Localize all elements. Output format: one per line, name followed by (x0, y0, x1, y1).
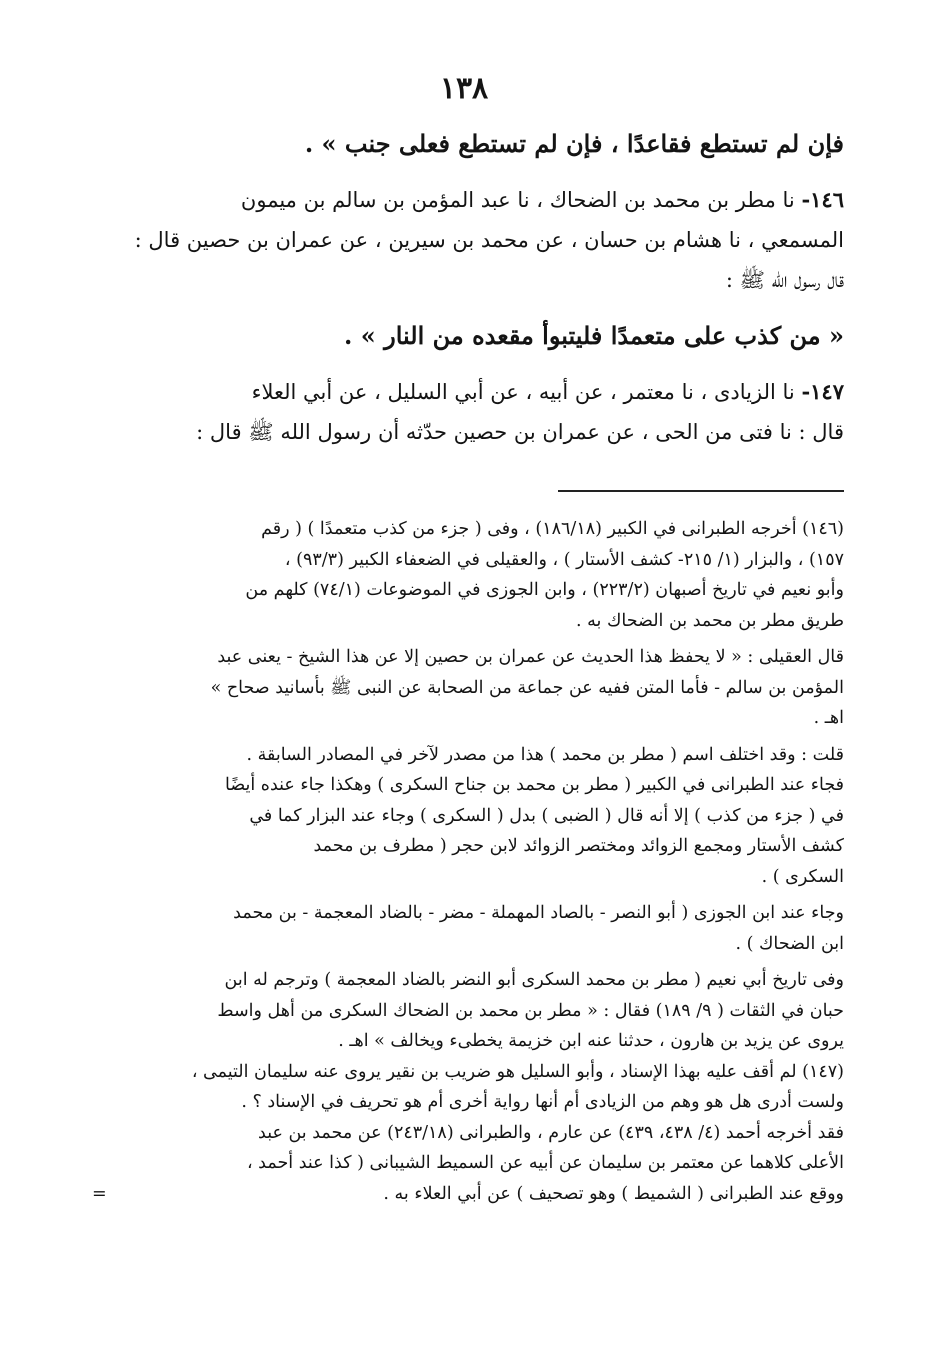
uqayli-quote-line: اهـ . (813, 708, 844, 728)
main-text (92, 122, 844, 452)
footnote-146-line: طريق مطر بن محمد بن الضحاك به . (576, 610, 844, 631)
uqayli-quote-line: المؤمن بن سالم - فأما المتن ففيه عن جماعة من الصحابة عن النبى ﷺ بأسانيد صحاح » (210, 677, 844, 698)
footnote-147-last-text: ووقع عند الطبرانى ( الشميط ) وهو تصحيف ) عن أبي العلاء به . (383, 1183, 844, 1204)
continuation-mark: = (92, 1183, 107, 1204)
hadith-146-line-1 (92, 180, 844, 220)
hadith-147-number: ١٤٧- (801, 379, 844, 404)
footnotes (92, 514, 844, 1209)
page-number: ١٣٨ (439, 71, 489, 106)
hadith-146-line-3: قال رسول الله ﷺ : (725, 268, 844, 292)
footnote-146-line: ١٥٧) ، والبزار (١/ ٢١٥- كشف الأستار ) ، والعقيلى في الضعفاء الكبير (٩٣/٣) ، (284, 549, 844, 570)
nuaym-note-line: حبان في الثقات ( ٩/ ١٨٩) فقال : « مطر بن محمد بن الضحاك السكرى من أهل واسط (217, 1000, 844, 1021)
footnote-147-line: فقد أخرجه أحمد (٤/ ٤٣٨، ٤٣٩) عن عارم ، والطبرانى (٢٤٣/١٨) عن محمد بن عبد (258, 1122, 844, 1143)
hadith-146-text: « من كذب على متعمدًا فليتبوأ مقعده من النار » . (344, 321, 844, 350)
footnote-146-line: وأبو نعيم في تاريخ أصبهان (٢٢٣/٢) ، وابن الجوزى في الموضوعات (٧٤/١) كلهم من (245, 580, 844, 600)
nuaym-note-line: وفى تاريخ أبي نعيم ( مطر بن محمد السكرى أبو النضر بالضاد المعجمة ) وترجم له ابن (224, 970, 844, 990)
footnote-147-line: ولست أدرى هل هو وهم من الزيادى أم أنها رواية أخرى أم هو تحريف في الإسناد ؟ . (241, 1092, 844, 1112)
editor-note-line: السكرى ) . (761, 866, 844, 887)
editor-note-line: كشف الأستار ومجمع الزوائد ومختصر الزوائد لابن حجر ( مطرف بن محمد (313, 836, 844, 856)
jawzi-note-line: ابن الضحاك ) . (735, 933, 844, 954)
footnote-146-line: (١٤٦) أخرجه الطبرانى في الكبير (١٨٦/١٨) ، وفى ( جزء من كذب متعمدًا ) ( رقم (261, 519, 844, 539)
footnote-147-line: (١٤٧) لم أقف عليه بهذا الإسناد ، وأبو السليل هو ضريب بن نقير يروى عنه سليمان التيمى ، (191, 1061, 844, 1082)
hadith-147-line-1 (92, 372, 844, 412)
hadith-146-isnad-1: نا مطر بن محمد بن الضحاك ، نا عبد المؤمن بن سالم بن ميمون (240, 188, 795, 212)
jawzi-note-line: وجاء عند ابن الجوزى ( أبو النصر - بالصاد المهملة - مضر - بالضاد المعجمة - بن محمد (233, 903, 844, 923)
uqayli-quote-line: قال العقيلى : « لا يحفظ هذا الحديث عن عمران بن حصين إلا عن هذا الشيخ - يعنى عبد (217, 647, 844, 667)
footnote-147-line: الأعلى كلاهما عن معتمر بن سليمان عن أبيه عن السميط الشيبانى ( كذا عند أحمد ، (246, 1153, 844, 1173)
editor-note-line: فجاء عند الطبرانى في الكبير ( مطر بن محمد بن جناح السكرى ) وهكذا جاء عنده أيضًا (224, 775, 844, 795)
footnote-separator (558, 490, 844, 492)
hadith-147-line-2: قال : نا فتى من الحى ، عن عمران بن حصين حدّثه أن رسول الله ﷺ قال : (196, 420, 844, 444)
hadith-146-line-2: المسمعي ، نا هشام بن حسان ، عن محمد بن سيرين ، عن عمران بن حصين قال : (134, 228, 844, 252)
hadith-continuation: فإن لم تستطع فقاعدًا ، فإن لم تستطع فعلى جنب » . (304, 129, 844, 158)
footnote-147-line (92, 1179, 844, 1210)
editor-note-line: في ( جزء من كذب ) إلا أنه قال ( الضبى ) بدل ( السكرى ) وجاء عند البزار كما في (249, 805, 844, 826)
nuaym-note-line: يروى عن يزيد بن هارون ، حدثنا عنه ابن خزيمة يخطىء ويخالف » اهـ . (338, 1031, 844, 1051)
editor-note-line: قلت : وقد اختلف اسم ( مطر بن محمد ) هذا من مصدر لآخر في المصادر السابقة . (246, 744, 844, 765)
hadith-146-number: ١٤٦- (801, 187, 844, 212)
hadith-147-isnad-1: نا الزيادى ، نا معتمر ، عن أبيه ، عن أبي السليل ، عن أبي العلاء (251, 380, 795, 404)
